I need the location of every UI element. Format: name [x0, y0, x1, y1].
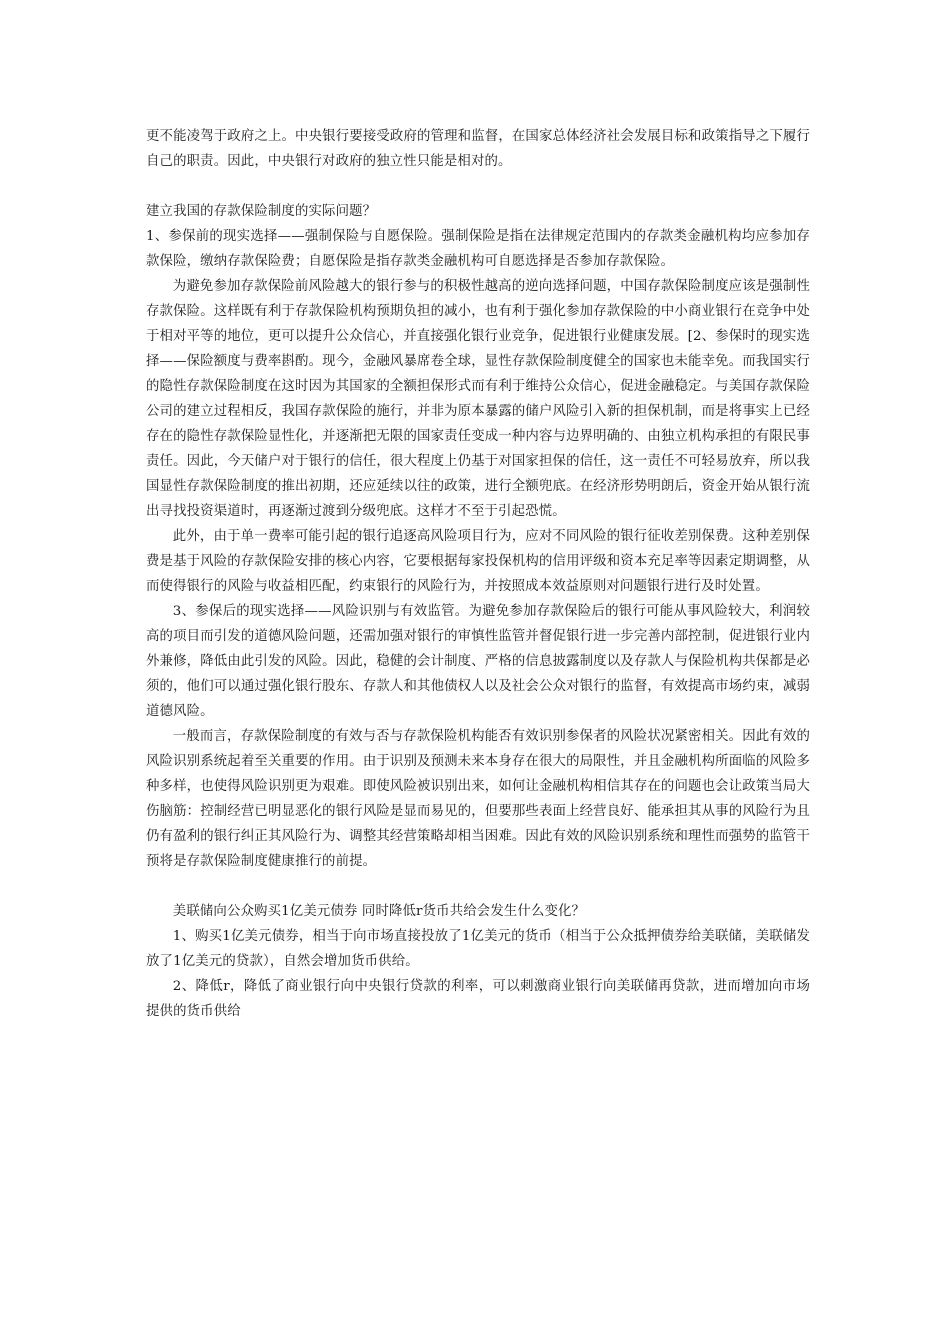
section2-point1: 1、购买1亿美元债券，相当于向市场直接投放了1亿美元的货币（相当于公众抵押债券给美联储，美联储发放了1亿美元的贷款），自然会增加货币供给。 [146, 929, 810, 969]
spacer [146, 874, 810, 899]
section1-question: 建立我国的存款保险制度的实际问题？ [146, 204, 377, 219]
section1-paragraph-5: 一般而言，存款保险制度的有效与否与存款保险机构能否有效识别参保者的风险状况紧密相关。因此有效的风险识别系统起着至关重要的作用。由于识别及预测未来本身存在很大的局限性，并且金融机构所面临的风险多种多样，也使得风险识别更为艰难。即使风险被识别出来，如何让金融机构相信其存在的问题也会让政策当局大伤脑筋：控制经营已明显恶化的银行风险是显而易见的，但要那些表面上经营良好、能承担其从事的风险行为且仍有盈利的银行纠正其风险行为、调整其经营策略却相当困难。因此有效的风险识别系统和理性而强势的监管干预将是存款保险制度健康推行的前提。 [146, 729, 810, 869]
intro-paragraph: 更不能凌驾于政府之上。中央银行要接受政府的管理和监督，在国家总体经济社会发展目标和政策指导之下履行自己的职责。因此，中央银行对政府的独立性只能是相对的。 [146, 129, 810, 169]
section1-paragraph-4: 3、参保后的现实选择——风险识别与有效监管。为避免参加存款保险后的银行可能从事风险较大，利润较高的项目而引发的道德风险问题，还需加强对银行的审慎性监管并督促银行进一步完善内部控制，促进银行业内外兼修，降低由此引发的风险。因此，稳健的会计制度、严格的信息披露制度以及存款人与保险机构共保都是必须的，他们可以通过强化银行股东、存款人和其他债权人以及社会公众对银行的监督，有效提高市场约束，减弱道德风险。 [146, 604, 810, 719]
section1-paragraph-2: 为避免参加存款保险前风险越大的银行参与的积极性越高的逆向选择问题，中国存款保险制度应该是强制性存款保险。这样既有利于存款保险机构预期负担的减小，也有利于强化参加存款保险的中小商业银行在竞争中处于相对平等的地位，更可以提升公众信心，并直接强化银行业竞争，促进银行业健康发展。[2、参保时的现实选择——保险额度与费率斟酌。现今，金融风暴席卷全球，显性存款保险制度健全的国家也未能幸免。而我国实行的隐性存款保险制度在这时因为其国家的全额担保形式而有利于维持公众信心，促进金融稳定。与美国存款保险公司的建立过程相反，我国存款保险的施行，并非为原本暴露的储户风险引入新的担保机制，而是将事实上已经存在的隐性存款保险显性化，并逐渐把无限的国家责任变成一种内容与边界明确的、由独立机构承担的有限民事责任。因此，今天储户对于银行的信任，很大程度上仍基于对国家担保的信任，这一责任不可轻易放弃，所以我国显性存款保险制度的推出初期，还应延续以往的政策，进行全额兜底。在经济形势明朗后，资金开始从银行流出寻找投资渠道时，再逐渐过渡到分级兜底。这样才不至于引起恐慌。 [146, 279, 810, 519]
section2-point2: 2、降低r，降低了商业银行向中央银行贷款的利率，可以刺激商业银行向美联储再贷款，进而增加向市场提供的货币供给 [146, 979, 810, 1019]
document-body [146, 124, 810, 1024]
section2-question: 美联储向公众购买1亿美元债券 同时降低r货币共给会发生什么变化？ [172, 904, 586, 919]
section1-paragraph-3: 此外，由于单一费率可能引起的银行追逐高风险项目行为，应对不同风险的银行征收差别保费。这种差别保费是基于风险的存款保险安排的核心内容，它要根据每家投保机构的信用评级和资本充足率等因素定期调整，从而使得银行的风险与收益相匹配，约束银行的风险行为，并按照成本效益原则对问题银行进行及时处置。 [146, 529, 810, 594]
spacer [146, 174, 810, 199]
section1-point1: 1、参保前的现实选择——强制保险与自愿保险。强制保险是指在法律规定范围内的存款类金融机构均应参加存款保险，缴纳存款保险费；自愿保险是指存款类金融机构可自愿选择是否参加存款保险。 [146, 229, 810, 269]
